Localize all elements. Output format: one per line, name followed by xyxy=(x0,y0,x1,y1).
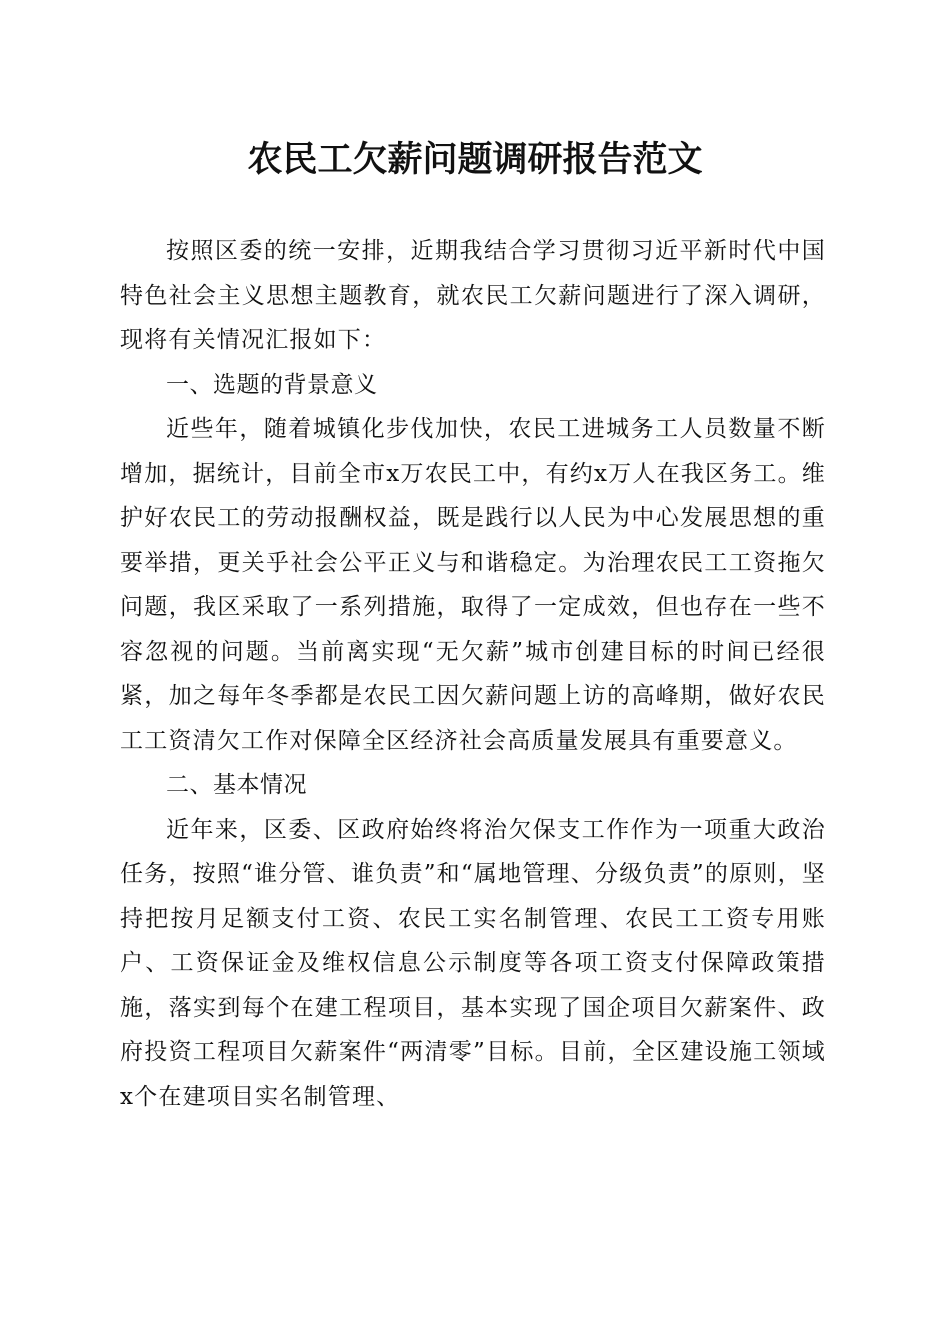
section-paragraph-basic-situation: 近年来，区委、区政府始终将治欠保支工作作为一项重大政治任务，按照“谁分管、谁负责”和“属地管理、分级负责”的原则，坚持把按月足额支付工资、农民工实名制管理、农民工工资专用账户、工资保证金及维权信息公示制度等各项工资支付保障政策措施，落实到每个在建工程项目，基本实现了国企项目欠薪案件、政府投资工程项目欠薪案件“两清零”目标。目前，全区建设施工领域x个在建项目实名制管理、 xyxy=(120,816,826,1110)
section-heading-background: 一、选题的背景意义 xyxy=(166,371,378,398)
section-heading-basic-situation: 二、基本情况 xyxy=(166,772,307,798)
section-paragraph-background: 近些年，随着城镇化步伐加快，农民工进城务工人员数量不断增加，据统计，目前全市x万农民工中，有约x万人在我区务工。维护好农民工的劳动报酬权益，既是践行以人民为中心发展思想的重要举措，更关乎社会公平正义与和谐稳定。为治理农民工工资拖欠问题，我区采取了一系列措施，取得了一定成效，但也存在一些不容忽视的问题。当前离实现“无欠薪”城市创建目标的时间已经很紧，加之每年冬季都是农民工因欠薪问题上访的高峰期，做好农民工工资清欠工作对保障全区经济社会高质量发展具有重要意义。 xyxy=(120,416,826,754)
document-body xyxy=(120,229,826,1119)
document-title: 农民工欠薪问题调研报告范文 xyxy=(247,139,703,180)
intro-paragraph: 按照区委的统一安排，近期我结合学习贯彻习近平新时代中国特色社会主义思想主题教育，就农民工欠薪问题进行了深入调研，现将有关情况汇报如下： xyxy=(120,238,826,353)
